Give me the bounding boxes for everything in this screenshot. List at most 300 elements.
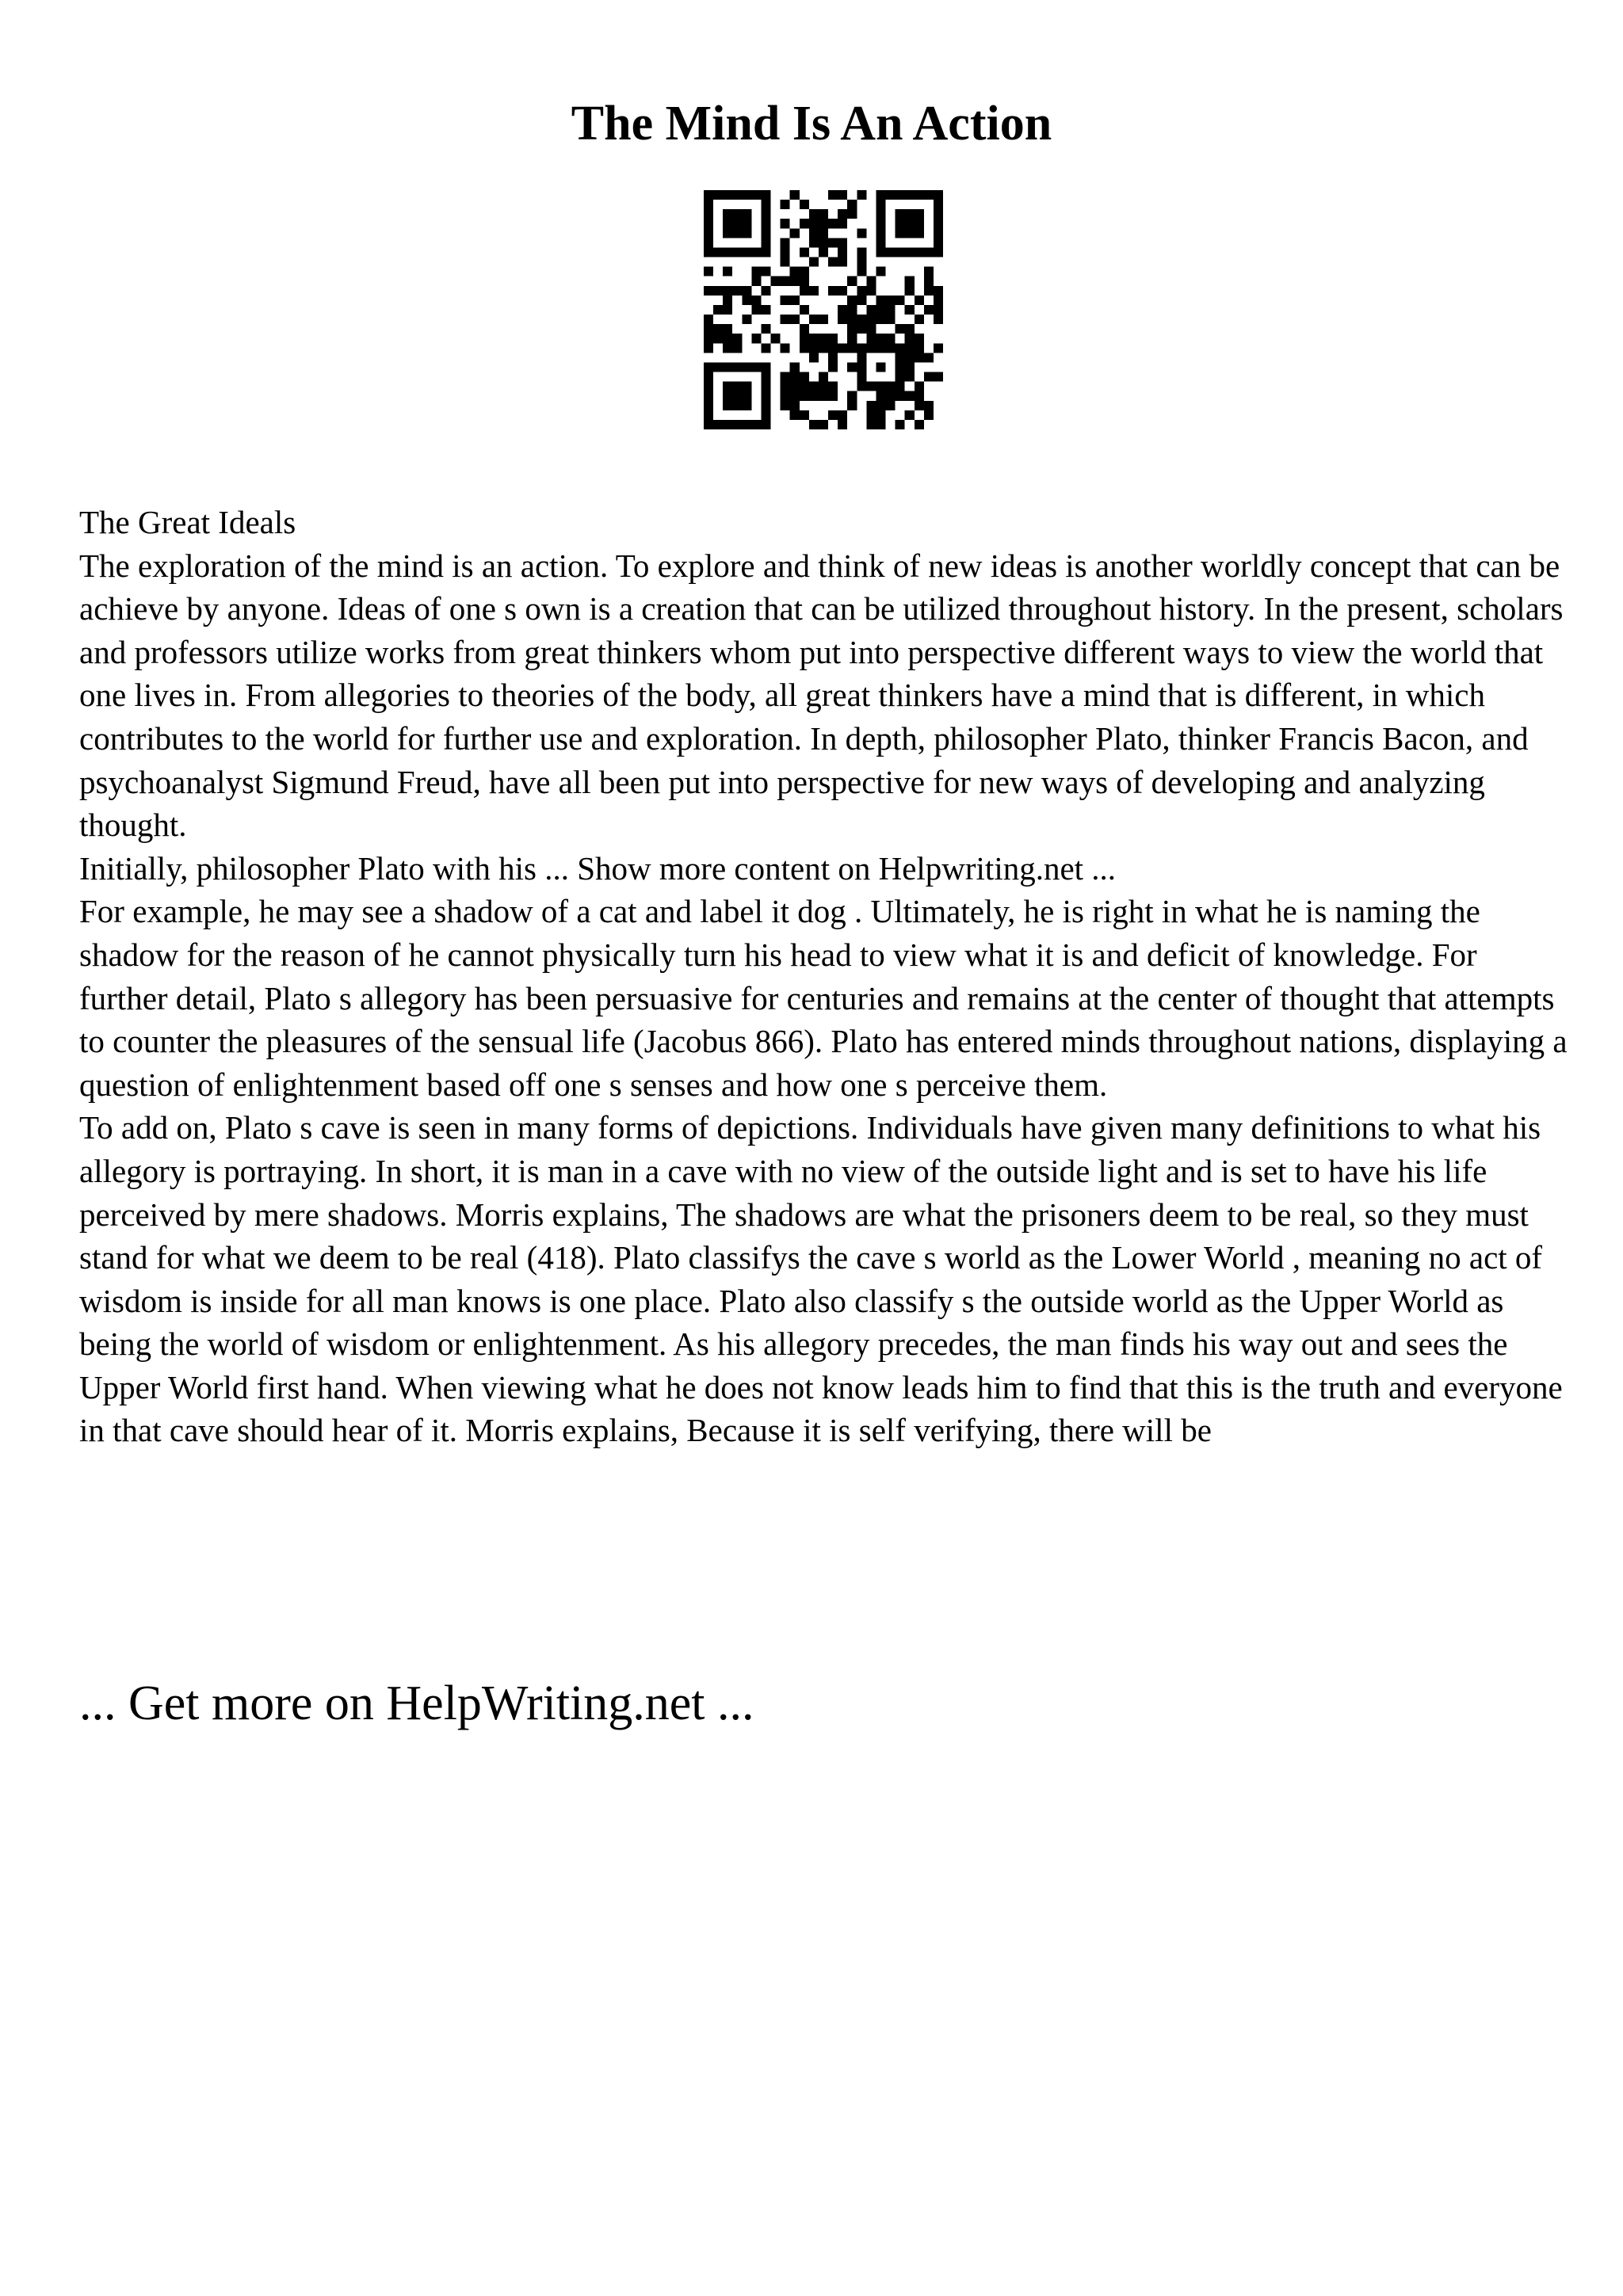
qr-module xyxy=(723,247,732,257)
qr-module xyxy=(819,382,828,391)
qr-module xyxy=(876,315,885,324)
qr-module xyxy=(819,209,828,219)
qr-module xyxy=(732,219,742,228)
qr-module xyxy=(924,410,934,420)
qr-module xyxy=(915,296,924,305)
qr-module xyxy=(905,353,915,362)
qr-module xyxy=(876,267,885,277)
qr-module xyxy=(800,324,809,334)
qr-module xyxy=(761,382,770,391)
qr-module xyxy=(790,277,800,286)
qr-module xyxy=(847,200,857,209)
qr-module xyxy=(781,238,790,247)
qr-module xyxy=(742,420,751,429)
qr-module xyxy=(866,382,876,391)
qr-module xyxy=(857,296,866,305)
qr-module xyxy=(896,391,905,401)
qr-module xyxy=(838,315,847,324)
qr-module xyxy=(800,343,809,353)
qr-module xyxy=(742,401,751,410)
qr-module xyxy=(781,315,790,324)
paragraph: For example, he may see a shadow of a cat and label it dog . Ultimately, he is right in what he is naming the shadow for the reason of he cannot physically turn his head to view what it is and deficit of knowledge. For further detail, Plato s allegory has been persuasive for centuries and remains at the center of thought that attempts to counter the pleasures of the sensual life (Jacobus 866). Plato has entered minds throughout nations, displaying a question of enlightenment based off one s senses and how one s perceive them. xyxy=(79,893,1568,1103)
qr-module xyxy=(896,324,905,334)
qr-module xyxy=(857,353,866,362)
qr-module xyxy=(828,257,838,267)
qr-module xyxy=(781,219,790,228)
qr-module xyxy=(866,410,876,420)
qr-module xyxy=(723,334,732,343)
qr-module xyxy=(819,228,828,238)
qr-module xyxy=(732,343,742,353)
qr-module xyxy=(819,315,828,324)
qr-module xyxy=(847,315,857,324)
qr-module xyxy=(800,334,809,343)
qr-module xyxy=(819,334,828,343)
paragraph: To add on, Plato s cave is seen in many forms of depictions. Individuals have given many definitions to what his allegory is portraying. In short, it is man in a cave with no view of the outside light and is set to have his life perceived by mere shadows. Morris explains, The shadows are what the prisoners deem to be real, so they must stand for what we deem to be real (418). Plato classifys the cave s world as the Lower World , meaning no act of wisdom is inside for all man knows is one place. Plato also classify s the outside world as the Upper World as being the world of wisdom or enlightenment. As his allegory precedes, the man finds his way out and sees the Upper World first hand. When viewing what he does not know leads him to find that this is the truth and everyone in that cave should hear of it. Morris explains, Because it is self verifying, there will be xyxy=(79,1109,1563,1449)
qr-module xyxy=(751,296,761,305)
qr-module xyxy=(781,343,790,353)
qr-module xyxy=(761,228,770,238)
qr-module xyxy=(761,267,770,277)
paragraph: Initially, philosopher Plato with his ... Show more content on Helpwriting.net ... xyxy=(79,849,1117,887)
qr-module xyxy=(924,286,934,296)
qr-module xyxy=(761,362,770,372)
qr-module xyxy=(876,401,885,410)
qr-module xyxy=(896,190,905,200)
qr-module xyxy=(800,200,809,209)
qr-module xyxy=(876,219,885,228)
qr-module xyxy=(876,228,885,238)
qr-module xyxy=(866,305,876,315)
qr-module xyxy=(905,334,915,343)
qr-module xyxy=(915,219,924,228)
qr-module xyxy=(838,343,847,353)
qr-module xyxy=(761,420,770,429)
qr-module xyxy=(847,362,857,372)
qr-module xyxy=(704,410,713,420)
qr-module xyxy=(704,343,713,353)
qr-module xyxy=(819,238,828,247)
qr-module xyxy=(934,296,943,305)
qr-module xyxy=(751,420,761,429)
qr-module xyxy=(866,315,876,324)
qr-module xyxy=(809,238,819,247)
qr-module xyxy=(876,200,885,209)
qr-module xyxy=(896,296,905,305)
qr-module xyxy=(905,324,915,334)
qr-module xyxy=(723,362,732,372)
qr-module xyxy=(886,190,896,200)
qr-module xyxy=(876,343,885,353)
qr-module xyxy=(905,209,915,219)
qr-module xyxy=(761,305,770,315)
qr-module xyxy=(751,362,761,372)
qr-module xyxy=(828,343,838,353)
qr-module xyxy=(781,296,790,305)
qr-module xyxy=(847,209,857,219)
qr-module xyxy=(924,267,934,277)
qr-module xyxy=(934,228,943,238)
qr-module xyxy=(781,277,790,286)
qr-module xyxy=(704,372,713,382)
qr-module xyxy=(723,219,732,228)
qr-module xyxy=(896,343,905,353)
qr-module xyxy=(886,296,896,305)
qr-module xyxy=(790,296,800,305)
qr-module xyxy=(800,410,809,420)
qr-module xyxy=(723,343,732,353)
qr-module xyxy=(723,305,732,315)
qr-module xyxy=(934,219,943,228)
qr-module xyxy=(838,286,847,296)
qr-code-icon xyxy=(704,190,943,429)
qr-module xyxy=(809,420,819,429)
qr-module xyxy=(751,305,761,315)
qr-module xyxy=(924,190,934,200)
qr-module xyxy=(857,286,866,296)
qr-module xyxy=(761,401,770,410)
qr-module xyxy=(742,219,751,228)
qr-module xyxy=(761,410,770,420)
qr-module xyxy=(857,267,866,277)
qr-module xyxy=(915,401,924,410)
qr-module xyxy=(751,247,761,257)
qr-module xyxy=(732,247,742,257)
qr-module xyxy=(723,391,732,401)
qr-module xyxy=(905,391,915,401)
qr-module xyxy=(896,362,905,372)
qr-module xyxy=(723,190,732,200)
qr-module xyxy=(742,315,751,324)
qr-module xyxy=(828,362,838,372)
qr-module xyxy=(761,247,770,257)
qr-module xyxy=(723,324,732,334)
qr-module xyxy=(876,334,885,343)
qr-module xyxy=(809,228,819,238)
qr-module xyxy=(915,315,924,324)
qr-module xyxy=(915,420,924,429)
qr-module xyxy=(781,200,790,209)
qr-module xyxy=(704,190,713,200)
qr-module xyxy=(723,228,732,238)
qr-module xyxy=(742,209,751,219)
qr-module xyxy=(886,247,896,257)
qr-module xyxy=(809,219,819,228)
qr-module xyxy=(915,247,924,257)
qr-module xyxy=(915,382,924,391)
qr-module xyxy=(704,238,713,247)
qr-module xyxy=(847,343,857,353)
qr-module xyxy=(886,382,896,391)
qr-module xyxy=(704,219,713,228)
qr-module xyxy=(876,247,885,257)
qr-module xyxy=(790,372,800,382)
qr-module xyxy=(857,372,866,382)
qr-module xyxy=(896,209,905,219)
qr-module xyxy=(876,410,885,420)
qr-module xyxy=(732,420,742,429)
qr-module xyxy=(751,267,761,277)
qr-module xyxy=(809,353,819,362)
qr-module xyxy=(704,401,713,410)
qr-module xyxy=(713,286,723,296)
qr-module xyxy=(934,247,943,257)
qr-module xyxy=(886,343,896,353)
qr-module xyxy=(713,190,723,200)
qr-module xyxy=(915,343,924,353)
qr-module xyxy=(781,372,790,382)
qr-module xyxy=(704,209,713,219)
qr-module xyxy=(713,420,723,429)
qr-module xyxy=(886,305,896,315)
qr-module xyxy=(896,372,905,382)
qr-module xyxy=(915,209,924,219)
qr-module xyxy=(781,401,790,410)
qr-module xyxy=(819,372,828,382)
qr-module xyxy=(742,296,751,305)
qr-module xyxy=(723,401,732,410)
qr-module xyxy=(800,305,809,315)
qr-module xyxy=(828,238,838,247)
qr-module xyxy=(886,315,896,324)
qr-module xyxy=(847,401,857,410)
qr-module xyxy=(924,277,934,286)
qr-module xyxy=(886,334,896,343)
qr-module xyxy=(934,238,943,247)
qr-module xyxy=(732,401,742,410)
qr-module xyxy=(723,382,732,391)
qr-module xyxy=(924,305,934,315)
qr-module xyxy=(800,286,809,296)
qr-module xyxy=(819,219,828,228)
qr-module xyxy=(742,247,751,257)
qr-module xyxy=(857,247,866,257)
qr-module xyxy=(800,219,809,228)
qr-module xyxy=(704,362,713,372)
qr-module xyxy=(704,315,713,324)
qr-module xyxy=(905,372,915,382)
qr-module xyxy=(924,372,934,382)
qr-module xyxy=(713,362,723,372)
qr-module xyxy=(828,334,838,343)
qr-module xyxy=(905,190,915,200)
qr-module xyxy=(742,190,751,200)
footer-link-text: ... Get more on HelpWriting.net ... xyxy=(79,1676,754,1730)
qr-module xyxy=(761,286,770,296)
qr-module xyxy=(761,343,770,353)
section-heading: The Great Ideals xyxy=(79,504,296,540)
qr-module xyxy=(761,372,770,382)
qr-module xyxy=(876,296,885,305)
qr-module xyxy=(886,391,896,401)
qr-module xyxy=(934,190,943,200)
qr-module xyxy=(866,286,876,296)
qr-module xyxy=(866,343,876,353)
qr-module xyxy=(732,334,742,343)
qr-module xyxy=(790,410,800,420)
qr-module xyxy=(761,190,770,200)
qr-module xyxy=(866,401,876,410)
qr-module xyxy=(742,391,751,401)
qr-module xyxy=(742,382,751,391)
qr-module xyxy=(876,382,885,391)
qr-module xyxy=(704,391,713,401)
qr-module xyxy=(742,228,751,238)
qr-module xyxy=(781,382,790,391)
qr-module xyxy=(723,286,732,296)
qr-module xyxy=(790,382,800,391)
qr-module xyxy=(761,324,770,334)
qr-module xyxy=(723,296,732,305)
qr-module xyxy=(704,247,713,257)
qr-module xyxy=(924,401,934,410)
qr-module xyxy=(915,391,924,401)
qr-module xyxy=(723,420,732,429)
qr-module xyxy=(876,238,885,247)
qr-module xyxy=(790,315,800,324)
qr-module xyxy=(866,420,876,429)
qr-module xyxy=(723,267,732,277)
qr-module xyxy=(732,190,742,200)
qr-module xyxy=(800,382,809,391)
qr-module xyxy=(704,286,713,296)
qr-module xyxy=(771,334,781,343)
document-body xyxy=(79,501,1569,1452)
qr-module xyxy=(866,324,876,334)
qr-module xyxy=(934,372,943,382)
qr-module xyxy=(838,410,847,420)
qr-module xyxy=(876,391,885,401)
qr-module xyxy=(809,209,819,219)
qr-module xyxy=(876,209,885,219)
qr-module xyxy=(809,286,819,296)
qr-module xyxy=(713,334,723,343)
paragraph: The exploration of the mind is an action. To explore and think of new ideas is another worldly concept that can be achieve by anyone. Ideas of one s own is a creation that can be utilized throughout history. In the present, scholars and professors utilize works from great thinkers whom put into perspective different ways to view the world that one lives in. From allegories to theories of the body, all great thinkers have a mind that is different, in which contributes to the world for further use and exploration. In depth, philosopher Plato, thinker Francis Bacon, and psychoanalyst Sigmund Freud, have all been put into perspective for new ways of developing and analyzing thought. xyxy=(79,547,1564,844)
qr-module xyxy=(857,343,866,353)
qr-module xyxy=(751,190,761,200)
qr-module xyxy=(905,305,915,315)
qr-module xyxy=(732,362,742,372)
qr-module xyxy=(934,305,943,315)
qr-module xyxy=(866,334,876,343)
qr-module xyxy=(857,382,866,391)
qr-module xyxy=(896,420,905,429)
qr-module xyxy=(761,200,770,209)
qr-module xyxy=(905,228,915,238)
qr-module xyxy=(857,228,866,238)
qr-module xyxy=(857,315,866,324)
qr-module xyxy=(781,257,790,267)
qr-module xyxy=(713,247,723,257)
qr-module xyxy=(732,391,742,401)
qr-module xyxy=(809,343,819,353)
qr-module xyxy=(704,420,713,429)
qr-module xyxy=(761,238,770,247)
qr-module xyxy=(838,257,847,267)
qr-module xyxy=(704,334,713,343)
qr-module xyxy=(838,238,847,247)
qr-module xyxy=(876,305,885,315)
qr-module xyxy=(886,401,896,410)
qr-module xyxy=(896,228,905,238)
qr-module xyxy=(819,247,828,257)
qr-module xyxy=(781,391,790,401)
qr-module xyxy=(751,334,761,343)
qr-module xyxy=(790,267,800,277)
qr-module xyxy=(713,305,723,315)
qr-module xyxy=(828,353,838,362)
qr-module xyxy=(819,343,828,353)
qr-module xyxy=(847,296,857,305)
qr-module xyxy=(847,324,857,334)
qr-module xyxy=(800,267,809,277)
qr-module xyxy=(905,247,915,257)
qr-module xyxy=(934,343,943,353)
qr-module xyxy=(761,219,770,228)
qr-module xyxy=(732,286,742,296)
qr-module xyxy=(800,277,809,286)
qr-module xyxy=(809,382,819,391)
qr-module xyxy=(704,267,713,277)
qr-module xyxy=(847,334,857,343)
qr-module xyxy=(905,277,915,286)
qr-module xyxy=(800,247,809,257)
qr-module xyxy=(838,209,847,219)
qr-module xyxy=(924,353,934,362)
qr-module xyxy=(809,334,819,343)
qr-module xyxy=(742,286,751,296)
qr-module xyxy=(896,247,905,257)
qr-module xyxy=(732,382,742,391)
qr-module xyxy=(838,305,847,315)
qr-module xyxy=(800,391,809,401)
qr-module xyxy=(761,391,770,401)
qr-module xyxy=(838,190,847,200)
qr-module xyxy=(751,277,761,286)
qr-module xyxy=(838,247,847,257)
qr-module xyxy=(905,219,915,228)
qr-module xyxy=(924,247,934,257)
qr-module xyxy=(915,334,924,343)
qr-module xyxy=(828,219,838,228)
qr-module xyxy=(857,362,866,372)
qr-module xyxy=(838,219,847,228)
qr-module xyxy=(809,391,819,401)
qr-module xyxy=(905,286,915,296)
qr-module xyxy=(761,209,770,219)
qr-module xyxy=(934,315,943,324)
qr-module xyxy=(819,391,828,401)
qr-module xyxy=(828,410,838,420)
qr-module xyxy=(866,277,876,286)
qr-module xyxy=(934,286,943,296)
qr-module xyxy=(790,391,800,401)
qr-module xyxy=(742,362,751,372)
qr-module xyxy=(809,257,819,267)
qr-module xyxy=(915,228,924,238)
qr-module xyxy=(896,382,905,391)
qr-module xyxy=(704,200,713,209)
qr-module xyxy=(828,190,838,200)
qr-module xyxy=(857,257,866,267)
qr-module xyxy=(704,324,713,334)
qr-module xyxy=(876,362,885,372)
qr-module xyxy=(896,219,905,228)
qr-module xyxy=(905,343,915,353)
qr-module xyxy=(713,324,723,334)
qr-module xyxy=(857,190,866,200)
qr-module xyxy=(704,382,713,391)
